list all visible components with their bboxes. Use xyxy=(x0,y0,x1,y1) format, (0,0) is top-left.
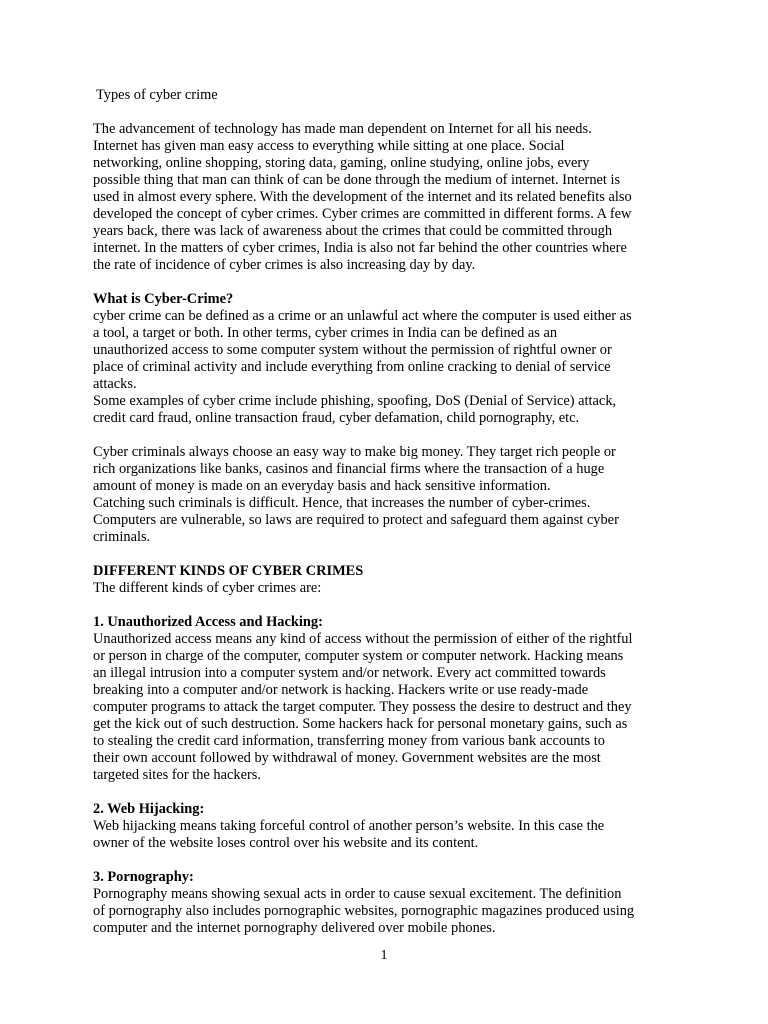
hacking-section xyxy=(93,614,683,784)
hacking-line: breaking into a computer and/or network is hacking. Hackers write or use ready-made xyxy=(93,682,589,698)
document-title: Types of cyber crime xyxy=(96,87,218,103)
criminals-line: Catching such criminals is difficult. Hence, that increases the number of cyber-crimes. xyxy=(93,495,591,511)
intro-line: internet. In the matters of cyber crimes, India is also not far behind the other countries where xyxy=(93,240,627,256)
what-is-line: place of criminal activity and include everything from online cracking to denial of service xyxy=(93,359,611,375)
kinds-heading: DIFFERENT KINDS OF CYBER CRIMES xyxy=(93,563,364,579)
intro-line: possible thing that man can think of can be done through the medium of internet. Internet is xyxy=(93,172,621,188)
what-is-line: unauthorized access to some computer system without the permission of rightful owner or xyxy=(93,342,612,358)
what-is-line: a tool, a target or both. In other terms, cyber crimes in India can be defined as an xyxy=(93,325,558,341)
hacking-line: to stealing the credit card information, transferring money from various bank accounts to xyxy=(93,733,605,749)
pornography-line: Pornography means showing sexual acts in order to cause sexual excitement. The definition xyxy=(93,886,622,902)
hacking-line: Unauthorized access means any kind of access without the permission of either of the rightful xyxy=(93,631,633,647)
criminals-paragraph xyxy=(93,444,683,546)
pornography-section xyxy=(93,869,683,937)
hijacking-line: owner of the website loses control over his website and its content. xyxy=(93,835,479,851)
criminals-line: criminals. xyxy=(93,529,151,545)
criminals-line: Cyber criminals always choose an easy way to make big money. They target rich people or xyxy=(93,444,616,460)
hacking-line: targeted sites for the hackers. xyxy=(93,767,261,783)
document-body xyxy=(93,87,683,937)
criminals-line: amount of money is made on an everyday basis and hack sensitive information. xyxy=(93,478,551,494)
hijacking-section xyxy=(93,801,683,852)
pornography-line: computer and the internet pornography delivered over mobile phones. xyxy=(93,920,496,936)
intro-line: The advancement of technology has made man dependent on Internet for all his needs. xyxy=(93,121,592,137)
intro-paragraph xyxy=(93,121,683,274)
hacking-line: or person in charge of the computer, computer system or computer network. Hacking means xyxy=(93,648,624,664)
hacking-line: get the kick out of such destruction. Some hackers hack for personal monetary gains, such as xyxy=(93,716,628,732)
what-is-line: attacks. xyxy=(93,376,137,392)
hacking-line: computer programs to attack the target computer. They possess the desire to destruct and they xyxy=(93,699,632,715)
what-is-heading: What is Cyber-Crime? xyxy=(93,291,234,307)
hijacking-line: Web hijacking means taking forceful control of another person’s website. In this case the xyxy=(93,818,605,834)
intro-line: Internet has given man easy access to everything while sitting at one place. Social xyxy=(93,138,565,154)
page-number: 1 xyxy=(380,948,388,963)
intro-line: used in almost every sphere. With the development of the internet and its related benefits also xyxy=(93,189,632,205)
what-is-line: credit card fraud, online transaction fraud, cyber defamation, child pornography, etc. xyxy=(93,410,580,426)
intro-line: developed the concept of cyber crimes. Cyber crimes are committed in different forms. A few xyxy=(93,206,632,222)
hijacking-heading: 2. Web Hijacking: xyxy=(93,801,205,817)
what-is-section xyxy=(93,291,683,427)
kinds-subtitle: The different kinds of cyber crimes are: xyxy=(93,580,322,596)
what-is-line: Some examples of cyber crime include phishing, spoofing, DoS (Denial of Service) attack, xyxy=(93,393,617,409)
pornography-heading: 3. Pornography: xyxy=(93,869,194,885)
hacking-line: their own account followed by withdrawal of money. Government websites are the most xyxy=(93,750,601,766)
intro-line: years back, there was lack of awareness about the crimes that could be committed through xyxy=(93,223,613,239)
pornography-line: of pornography also includes pornographic websites, pornographic magazines produced using xyxy=(93,903,635,919)
hacking-heading: 1. Unauthorized Access and Hacking: xyxy=(93,614,323,630)
hacking-line: an illegal intrusion into a computer system and/or network. Every act committed towards xyxy=(93,665,606,681)
intro-line: networking, online shopping, storing data, gaming, online studying, online jobs, every xyxy=(93,155,590,171)
kinds-section xyxy=(93,563,683,597)
what-is-line: cyber crime can be defined as a crime or an unlawful act where the computer is used either as xyxy=(93,308,632,324)
intro-line: the rate of incidence of cyber crimes is also increasing day by day. xyxy=(93,257,476,273)
criminals-line: Computers are vulnerable, so laws are required to protect and safeguard them against cyber xyxy=(93,512,619,528)
criminals-line: rich organizations like banks, casinos and financial firms where the transaction of a huge xyxy=(93,461,605,477)
